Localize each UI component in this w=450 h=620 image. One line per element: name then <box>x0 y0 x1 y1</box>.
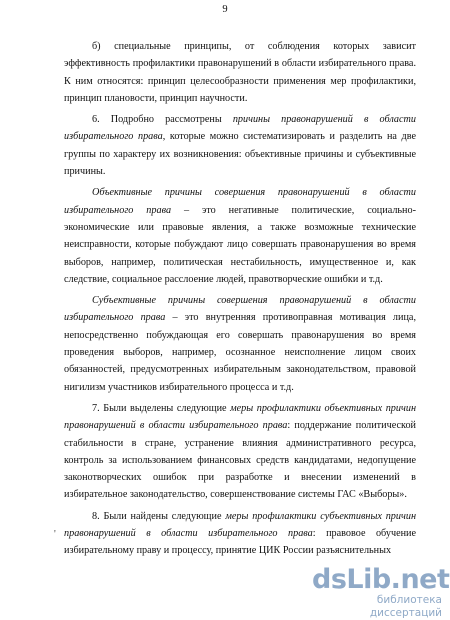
page-number: 9 <box>222 4 228 15</box>
paragraph-objective-causes <box>64 184 416 288</box>
paragraph-text: 6. Подробно рассмотрены <box>92 114 233 126</box>
dslib-watermark[interactable] <box>312 564 450 619</box>
watermark-title: dsLib.net <box>312 564 450 595</box>
paragraph-text: : правовое обучение избирательному праву и процессу, принятие ЦИК России разъяснительных <box>64 528 417 557</box>
paragraph-italic: меры профилактики субъективных причин правонарушений в области избирательного права <box>64 510 416 540</box>
paragraph-italic: меры профилактики объективных причин правонарушений в области избирательного права <box>64 402 416 432</box>
paragraph-causes <box>64 111 416 180</box>
paragraph-italic: Объективные причины совершения правонарушений в области избирательного права <box>64 187 416 216</box>
paragraph-text: б) специальные принципы, от соблюдения которых зависит эффективность профилактики правонарушений в области избирательного права. К ним относятся: принцип целесообразности применения мер профилактики, принцип плановости, принцип научности. <box>64 41 416 104</box>
paragraph-italic: причины правонарушений в области избирательного права <box>64 114 416 143</box>
watermark-subtitle: библиотека диссертаций <box>369 594 442 619</box>
paragraph-special-principles <box>64 38 416 107</box>
paragraph-text: 8. Были найдены следующие <box>92 510 226 522</box>
paragraph-text: – это внутренняя противоправная мотивация лица, непосредственно побуждающая его совершать правонарушения во время проведения выборов, например, осознанное неисполнение лицом своих обязанностей, предусмотренных избирательным законодательством, правовой нигилизм участников избирательного процесса и т.д. <box>64 312 416 393</box>
paragraph-text: – это негативные политические, социально-экономические или правовые явления, а также возможные технические неисправности, которые побуждают лицо совершать правонарушения во время выборов, например, политическая нестабильность, имущественное и, как следствие, социальное расслоение людей, правотворческие ошибки и т.д. <box>64 204 416 285</box>
paragraph-text: , которые можно систематизировать и разделить на две группы по характеру их возникновения: объективные причины и субъективные причины. <box>64 131 417 178</box>
document-body <box>64 38 416 564</box>
margin-mark: ' <box>54 529 56 540</box>
paragraph-text: 7. Были выделены следующие <box>92 402 231 414</box>
paragraph-text: : поддержание политической стабильности в стране, устранение влияния административного ресурса, контроль за использованием финансовых средств кандидатами, недопущение законотворческих ошибок при разработке и внесении изменений в избирательное законодательство, совершенствование системы ГАС «Выборы». <box>64 420 416 501</box>
paragraph-subjective-measures <box>64 508 416 560</box>
paragraph-subjective-causes <box>64 292 416 396</box>
paragraph-italic: Субъективные причины совершения правонарушений в области избирательного права <box>64 295 416 324</box>
paragraph-objective-measures <box>64 400 416 504</box>
